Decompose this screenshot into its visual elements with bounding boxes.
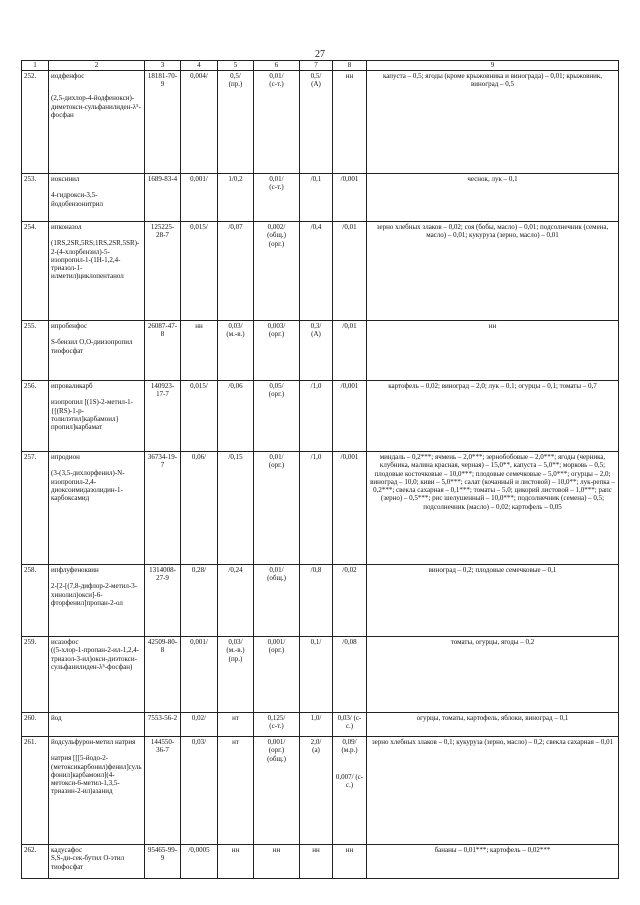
col6-value: 0,003/ (орг.) [254, 321, 300, 381]
substance-name [49, 71, 145, 174]
col5-value: нт [218, 713, 254, 737]
col8-value: /0,001 [333, 452, 367, 565]
cas-number: 26087-47-8 [145, 321, 181, 381]
col7-value: 0,1/ [300, 637, 333, 713]
col5-value: нт [218, 737, 254, 845]
col8-value: нн [333, 845, 367, 879]
col4-value: 0,28/ [181, 565, 218, 637]
substance-title: ипродион [51, 453, 80, 461]
table-row [22, 452, 619, 565]
col5-value: /0,15 [218, 452, 254, 565]
residue-notes: миндаль – 0,2***; ячмень – 2,0***; зернобобовые – 2,0***; ягоды (черника, клубника, малина красная, черная) – 15,0**, капуста – 5,0**; морковь – 0,5; плодовые косточковые – 10,0***; плодовые семечковые – 5,0***; огурцы – 2,0; виноград – 10,0; киви – 5,0***; салат (кочанный и листовой) – 10,0**; лук-репка – 0,2***; свекла сахарная – 0,1***; томаты – 5,0; цикорий листовой – 1,0***; рапс (зерно) – 0,5***; рис шелушенный – 10,0***; подсолнечник (семена) – 0,5; подсолнечник (масло) – 0,02; картофель – 0,05 [367, 452, 619, 565]
substance-title: йод [51, 714, 62, 722]
substance-name [49, 737, 145, 845]
col4-value: 0,004/ [181, 71, 218, 174]
table-row [22, 737, 619, 845]
substance-title: иодфенфос [51, 72, 85, 80]
header-cell: 1 [22, 61, 49, 71]
table-row [22, 845, 619, 879]
col6-value: 0,01/ (с-т.) [254, 174, 300, 222]
col6-value: 0,001/ (орг.) (общ.) [254, 737, 300, 845]
table-row [22, 222, 619, 321]
substance-name [49, 381, 145, 452]
col6-value: 0,01/ (общ.) [254, 565, 300, 637]
col7-value: /0,4 [300, 222, 333, 321]
header-cell: 2 [49, 61, 145, 71]
col7-value: 1,0/ [300, 713, 333, 737]
col7-value: 0,5/ (А) [300, 71, 333, 174]
chemical-name: S,S-ди-сек-бутил О-этил тиофосфат [51, 854, 125, 871]
col5-value: нн [218, 845, 254, 879]
col5-value: 0,03/ (м.-в.) (пр.) [218, 637, 254, 713]
substance-name [49, 174, 145, 222]
pesticide-table [21, 60, 619, 879]
col4-value: 0,015/ [181, 222, 218, 321]
substance-title: кадусафос [51, 846, 83, 854]
residue-notes: картофель – 0,02; виноград – 2,0; лук – 0,1; огурцы – 0,1; томаты – 0,7 [367, 381, 619, 452]
row-number: 258. [22, 565, 49, 637]
substance-title: йодсульфурон-метил натрия [51, 738, 136, 746]
table-row [22, 71, 619, 174]
page-number: 27 [315, 49, 325, 60]
substance-title: ипроваликарб [51, 382, 93, 390]
header-cell: 3 [145, 61, 181, 71]
col7-value: /1,0 [300, 381, 333, 452]
chemical-name: (3-(3,5-дихлорфенил)-N-изопропил-2,4-диоксоимидазолидин-1-карбоксамид [51, 469, 125, 502]
col8-value: 0,03/ (с-с.) [333, 713, 367, 737]
col8-value: /0,01 [333, 321, 367, 381]
header-cell: 8 [333, 61, 367, 71]
residue-notes: капуста – 0,5; ягоды (кроме крыжовника и винограда) – 0,01; крыжовник, виноград – 0,5 [367, 71, 619, 174]
chemical-name: ((5-хлор-1-пропан-2-ил-1,2,4-триазол-3-ил)окси-диэтокси-сульфанилиден-λ⁵-фосфан) [51, 646, 140, 671]
table-row [22, 174, 619, 222]
substance-name [49, 845, 145, 879]
substance-name [49, 565, 145, 637]
header-cell: 4 [181, 61, 218, 71]
substance-name [49, 637, 145, 713]
cas-number: 144550-36-7 [145, 737, 181, 845]
col6-value: 0,01/ (орг.) [254, 452, 300, 565]
col7-value: /0,8 [300, 565, 333, 637]
cas-number: 1689-83-4 [145, 174, 181, 222]
cas-number: 140923-17-7 [145, 381, 181, 452]
residue-notes: нн [367, 321, 619, 381]
cas-number: 7553-56-2 [145, 713, 181, 737]
col7-value: /0,1 [300, 174, 333, 222]
row-number: 257. [22, 452, 49, 565]
substance-name [49, 222, 145, 321]
chemical-name: (2,5-дихлор-4-йодфенокси)-диметокси-сульфанилиден-λ⁵-фосфан [51, 94, 141, 119]
chemical-name: изопропил [(1S)-2-метил-1-{[(RS)-1-p-толилэтил]карбамоил}пропил]карбамат [51, 398, 133, 431]
residue-notes: чеснок, лук – 0,1 [367, 174, 619, 222]
residue-notes: томаты, огурцы, ягоды – 0,2 [367, 637, 619, 713]
col4-value: 0,03/ [181, 737, 218, 845]
substance-title: иоксинил [51, 175, 80, 183]
header-row [22, 61, 619, 71]
residue-notes: бананы – 0,01***; картофель – 0,02*** [367, 845, 619, 879]
table-row [22, 321, 619, 381]
substance-title: ипробенфос [51, 322, 88, 330]
col6-value: 0,05/ (орг.) [254, 381, 300, 452]
substance-name [49, 713, 145, 737]
col8-value: нн [333, 71, 367, 174]
row-number: 255. [22, 321, 49, 381]
header-cell: 6 [254, 61, 300, 71]
col6-value: 0,125/ (с-т.) [254, 713, 300, 737]
col4-value: нн [181, 321, 218, 381]
header-cell: 9 [367, 61, 619, 71]
residue-notes: огурцы, томаты, картофель, яблоки, виноград – 0,1 [367, 713, 619, 737]
row-number: 262. [22, 845, 49, 879]
substance-title: ипфлуфеноквин [51, 566, 99, 574]
residue-notes: виноград – 0,2; плодовые семечковые – 0,1 [367, 565, 619, 637]
residue-notes: зерно хлебных злаков – 0,02; соя (бобы, масло) – 0,01; подсолнечник (семена, масло) – 0,01; кукуруза (зерно, масло) – 0,01 [367, 222, 619, 321]
col6-value: нн [254, 845, 300, 879]
col6-value: 0,002/ (общ.) (орг.) [254, 222, 300, 321]
table-row [22, 713, 619, 737]
col8-value: /0,02 [333, 565, 367, 637]
row-number: 253. [22, 174, 49, 222]
cas-number: 42509-80-8 [145, 637, 181, 713]
col8-value: /0,001 [333, 174, 367, 222]
substance-name [49, 452, 145, 565]
table-row [22, 565, 619, 637]
col4-value: /0,0005 [181, 845, 218, 879]
col6-value: 0,001/ (орг.) [254, 637, 300, 713]
col8-value-ss: 0,007/ (с-с.) [335, 772, 364, 789]
col5-value: 0,5/ (пр.) [218, 71, 254, 174]
substance-title: исазофос [51, 638, 79, 646]
cas-number: 1314008-27-9 [145, 565, 181, 637]
row-number: 259. [22, 637, 49, 713]
col4-value: 0,001/ [181, 637, 218, 713]
header-cell: 5 [218, 61, 254, 71]
col4-value: 0,015/ [181, 381, 218, 452]
table-row [22, 381, 619, 452]
row-number: 252. [22, 71, 49, 174]
chemical-name: натрия [[[5-йодо-2-(метоксикарбонил)фенил]сульфонил]карбамоил](4-метокси-6-метил-1,3,5-триазин-2-ил)азанид [51, 754, 142, 796]
col4-value: 0,001/ [181, 174, 218, 222]
cas-number: 95465-99-9 [145, 845, 181, 879]
cas-number: 125225-28-7 [145, 222, 181, 321]
col7-value: 2,0/ (а) [300, 737, 333, 845]
header-cell: 7 [300, 61, 333, 71]
substance-name [49, 321, 145, 381]
cas-number: 36734-19-7 [145, 452, 181, 565]
col7-value: нн [300, 845, 333, 879]
row-number: 260. [22, 713, 49, 737]
col8-value-mr: 0,09/ (м.р.) [341, 738, 358, 755]
col7-value: 0,3/ (А) [300, 321, 333, 381]
substance-title: ипконазол [51, 223, 82, 231]
chemical-name: (1RS,2SR,5RS;1RS,2SR,5SR)-2-(4-хлорбензил)-5-изопропил-1-(1H-1,2,4-триазол-1-илметил)циклопентанол [51, 239, 140, 281]
table-row [22, 637, 619, 713]
chemical-name: 4-гидрокси-3,5-йодобензонитрил [51, 191, 104, 208]
row-number: 261. [22, 737, 49, 845]
row-number: 256. [22, 381, 49, 452]
col8-value: /0,001 [333, 381, 367, 452]
col8-value: /0,01 [333, 222, 367, 321]
col6-value: 0,01/ (с-т.) [254, 71, 300, 174]
col5-value: /0,07 [218, 222, 254, 321]
col5-value: /0,24 [218, 565, 254, 637]
col7-value: /1,0 [300, 452, 333, 565]
col5-value: 1/0,2 [218, 174, 254, 222]
col5-value: /0,06 [218, 381, 254, 452]
col8-value [333, 737, 367, 845]
col5-value: 0,03/ (м.-в.) [218, 321, 254, 381]
col4-value: 0,02/ [181, 713, 218, 737]
col8-value: /0,08 [333, 637, 367, 713]
col4-value: 0,06/ [181, 452, 218, 565]
row-number: 254. [22, 222, 49, 321]
residue-notes: зерно хлебных злаков – 0,1; кукуруза (зерно, масло) – 0,2; свекла сахарная – 0,01 [367, 737, 619, 845]
chemical-name: S-бензил O,O-диизопропил тиофосфат [51, 338, 133, 355]
chemical-name: 2-[2-[(7,8-дифлор-2-метил-3-хинолил)окси]-6-фторфенил]пропан-2-ол [51, 582, 138, 607]
cas-number: 18181-70-9 [145, 71, 181, 174]
